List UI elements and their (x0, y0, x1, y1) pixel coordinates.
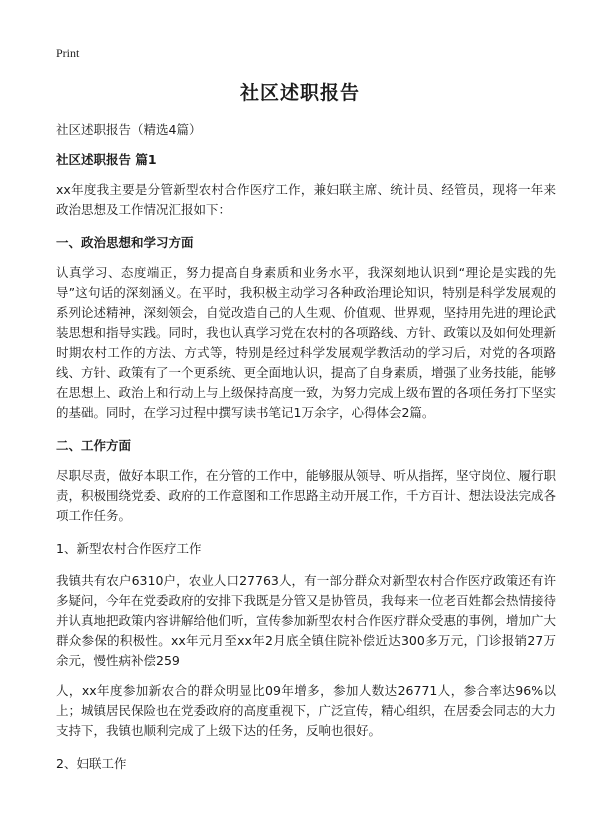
subsection-heading-medical: 1、新型农村合作医疗工作 (56, 541, 202, 556)
section-heading-work: 二、工作方面 (56, 438, 132, 453)
print-link[interactable]: Print (56, 46, 80, 60)
politics-paragraph: 认真学习、态度端正，努力提高自身素质和业务水平，我深刻地认识到“理论是实践的先导”这句话的深刻涵义。在平时，我积极主动学习各种政治理论知识，特别是科学发展观的系列论述精神，深刻领会，自觉改造自己的人生观、价值观、世界观，坚持用先进的理论武装思想和指导实践。同时，我也认真学习党在农村的各项路线、方针、政策以及如何处理新时期农村工作的方法、方式等，特别是经过科学发展观学教活动的学习后，对党的各项路线、方针、政策有了一个更系统、更全面地认识，提高了自身素质，增强了业务技能，能够在思想上、政治上和行动上与上级保持高度一致，为努力完成上级布置的各项任务打下坚实的基础。同时，在学习过程中撰写读书笔记1万余字，心得体会2篇。 (56, 265, 557, 420)
intro-paragraph: xx年度我主要是分管新型农村合作医疗工作，兼妇联主席、统计员、经管员，现将一年来政治思想及工作情况汇报如下： (56, 182, 556, 217)
work-paragraph: 尽职尽责，做好本职工作，在分管的工作中，能够服从领导、听从指挥，坚守岗位、履行职责，积极围绕党委、政府的工作意图和工作思路主动开展工作，千方百计、想法设法完成各项工作任务。 (56, 468, 557, 523)
subsection-heading-women-federation: 2、妇联工作 (56, 756, 127, 771)
medical-paragraph-a: 我镇共有农户6310户，农业人口27763人，有一部分群众对新型农村合作医疗政策还有许多疑问，今年在党委政府的安排下我既是分管又是协管员，我每来一位老百姓都会热情接待并认真地把政策内容讲解给他们听，宣传参加新型农村合作医疗群众受惠的事例，增加广大群众参保的积极性。xx年元月至xx年2月底全镇住院补偿近达300多万元，门诊报销27万余元，慢性病补偿259 (56, 573, 557, 668)
page-title: 社区述职报告 (239, 82, 360, 104)
document-body (56, 120, 556, 786)
chapter-title: 社区述职报告 篇1 (56, 152, 157, 167)
document-subtitle: 社区述职报告（精选4篇） (56, 122, 202, 137)
medical-paragraph-b: 人，xx年度参加新农合的群众明显比09年增多，参加人数达26771人，参合率达96%以上；城镇居民保险也在党委政府的高度重视下，广泛宣传，精心组织，在居委会同志的大力支持下，我镇也顺利完成了上级下达的任务，反响也很好。 (56, 683, 557, 738)
section-heading-politics: 一、政治思想和学习方面 (56, 235, 194, 250)
